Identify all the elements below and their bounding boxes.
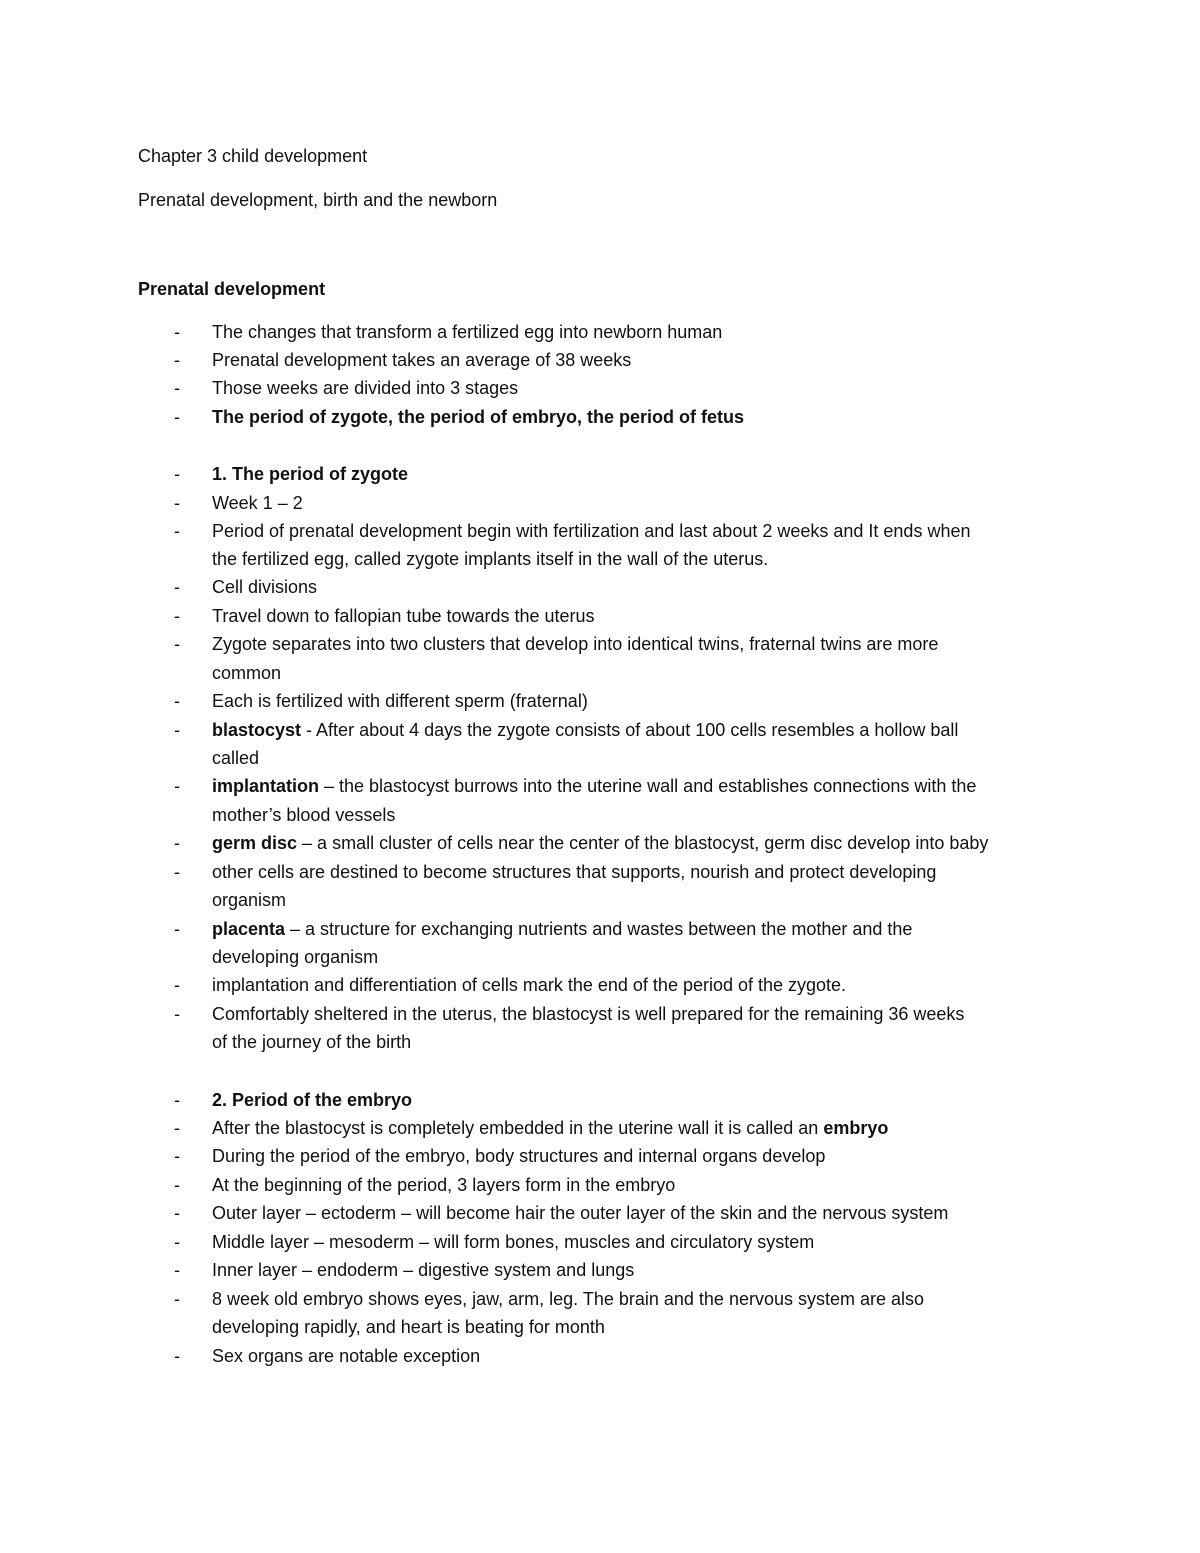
bullet-dash: - xyxy=(174,1146,180,1166)
bullet-dash: - xyxy=(174,407,180,427)
list-item-continuation: organism xyxy=(212,890,287,910)
bullet-dash: - xyxy=(174,464,180,484)
bullet-dash: - xyxy=(174,1289,180,1309)
bullet-dash: - xyxy=(174,1260,180,1280)
document-page: Chapter 3 child development Prenatal development, birth and the newborn Prenatal development - The changes that transform a fertilized egg into newborn human - Prenatal development takes an average of 38 weeks - Those weeks are divided into 3 stages - The period of zygote, the period of embryo, the period of fetus - 1. The period of zygote - Week 1 – 2 - Period of prenatal development begin with fertilization and last about 2 weeks and It ends when the fertilized egg, called zygote implants itself in the wall of the uterus. - Cell divisions - Travel down to fallopian tube towards the uterus - Zygote separates into two clusters that develop into identical twins, fraternal twins are more common - Each is fertilized with different sperm (fraternal) - blastocyst - After about 4 days the zygote consists of about 100 cells resembles a hollow ball called - implantation – the blastocyst burrows into the uterine wall and establishes connections with the mother’s blood vessels - germ disc – a small cluster of cells near the center of the blastocyst, germ disc develop into baby - other cells are destined to become structures that supports, nourish and protect developing organism - placenta – a structure for exchanging nutrients and wastes between the mother and the developing organism - implantation and differentiation of cells mark the end of the period of the zygote. - Comfortably sheltered in the uterus, the blastocyst is well prepared for the remaining 36 weeks of the journey of the birth - 2. Period of the embryo - After the blastocyst is completely embedded in the uterine wall it is called an embryo - During the period of the embryo, body structures and internal organs develop - At the beginning of the period, 3 layers form in the embryo - Outer layer – ectoderm – will become hair the outer layer of the skin and the nervous system - Middle layer – mesoderm – will form bones, muscles and circulatory system - Inner layer – endoderm – digestive system and lungs - 8 week old embryo shows eyes, jaw, arm, leg. The brain and the nervous system are also developing rapidly, and heart is beating for month - Sex organs are notable exception xyxy=(138,146,989,1366)
zygote-heading: 1. The period of zygote xyxy=(212,464,409,484)
bullet-dash: - xyxy=(174,833,180,853)
embryo-heading: 2. Period of the embryo xyxy=(212,1090,413,1110)
list-item-continuation: common xyxy=(212,663,282,683)
term-placenta: placenta xyxy=(212,919,286,939)
bullet-dash: - xyxy=(174,1175,180,1195)
chapter-title: Chapter 3 child development xyxy=(138,146,368,166)
section-heading: Prenatal development xyxy=(138,279,326,299)
list-item-continuation: the fertilized egg, called zygote implants itself in the wall of the uterus. xyxy=(212,549,769,569)
list-item-continuation: mother’s blood vessels xyxy=(212,805,396,825)
bullet-dash: - xyxy=(174,776,180,796)
bullet-dash: - xyxy=(174,862,180,882)
bullet-dash: - xyxy=(174,322,180,342)
bullet-dash: - xyxy=(174,1346,180,1366)
bullet-dash: - xyxy=(174,1090,180,1110)
bullet-dash: - xyxy=(174,1203,180,1223)
bullet-dash: - xyxy=(174,1004,180,1024)
term-embryo: embryo xyxy=(823,1118,889,1138)
term-germ-disc: germ disc xyxy=(212,833,298,853)
bullet-dash: - xyxy=(174,577,180,597)
bullet-dash: - xyxy=(174,975,180,995)
list-item-continuation: called xyxy=(212,748,260,768)
bullet-dash: - xyxy=(174,1118,180,1138)
term-blastocyst: blastocyst xyxy=(212,720,302,740)
bullet-dash: - xyxy=(174,691,180,711)
bullet-dash: - xyxy=(174,919,180,939)
list-item-continuation: developing organism xyxy=(212,947,379,967)
bullet-dash: - xyxy=(174,606,180,626)
bullet-dash: - xyxy=(174,634,180,654)
bullet-dash: - xyxy=(174,378,180,398)
term-implantation: implantation xyxy=(212,776,319,796)
bullet-dash: - xyxy=(174,720,180,740)
bullet-dash: - xyxy=(174,521,180,541)
bullet-dash: - xyxy=(174,493,180,513)
document-subtitle: Prenatal development, birth and the newborn xyxy=(138,190,498,210)
bullet-dash: - xyxy=(174,1232,180,1252)
bullet-dash: - xyxy=(174,350,180,370)
list-item-continuation: of the journey of the birth xyxy=(212,1032,412,1052)
list-item-continuation: developing rapidly, and heart is beating for month xyxy=(212,1317,605,1337)
